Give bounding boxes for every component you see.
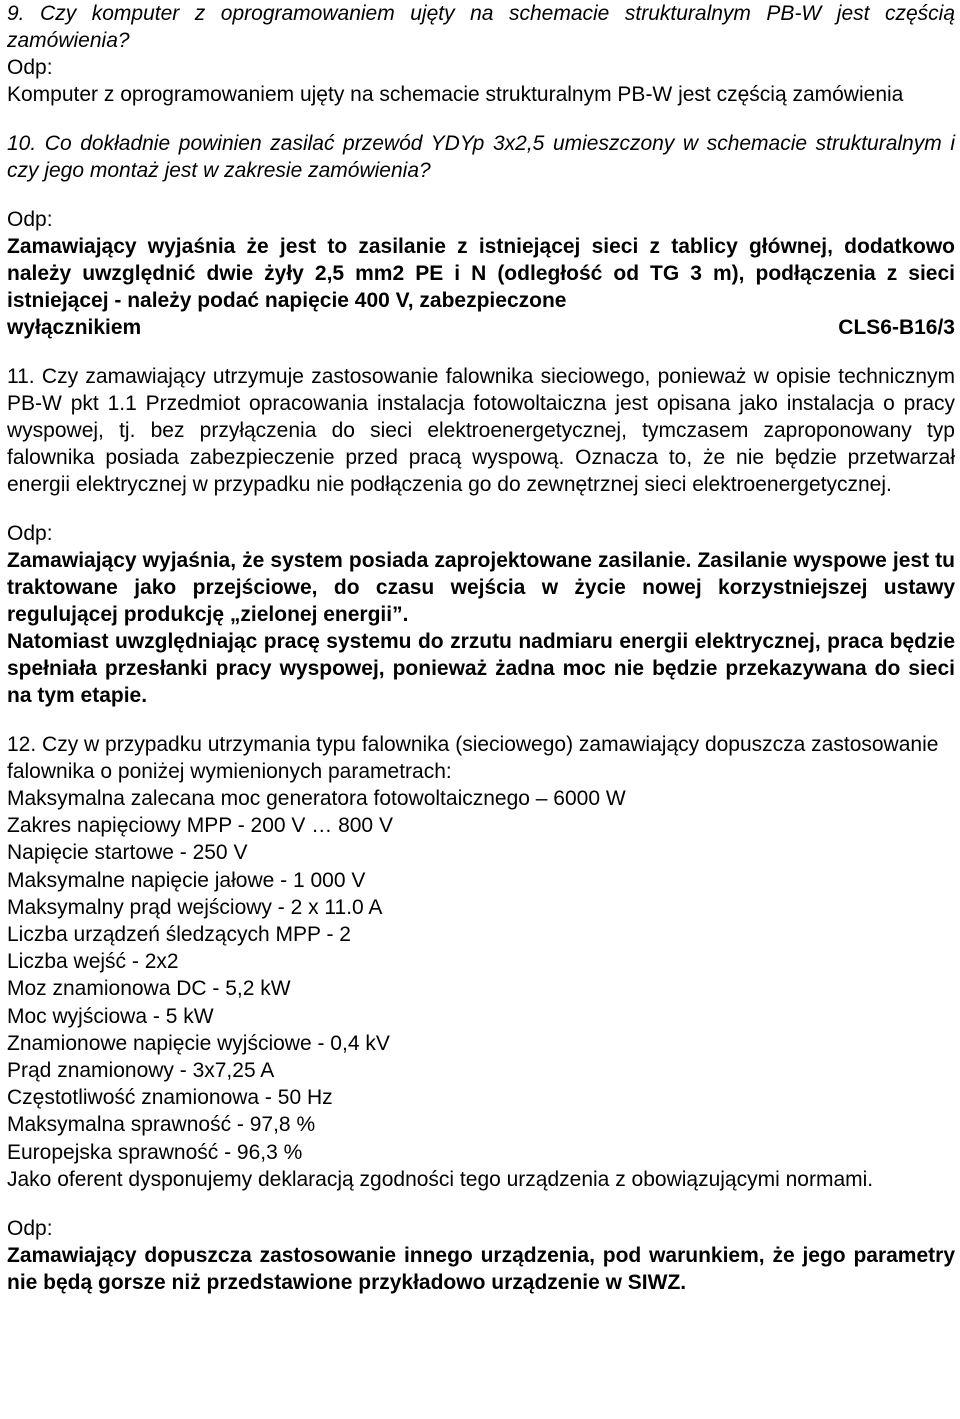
answer-11-label: Odp: bbox=[7, 522, 53, 545]
answer-11-paragraph-1: Zamawiający wyjaśnia, że system posiada zaprojektowane zasilanie. Zasilanie wyspowe jest tu traktowane jako przejściowe, do czasu wejścia w życie nowej korzystniejszej ustawy regulującej produkcję „zielonej energii”. bbox=[7, 549, 955, 626]
parameter-list bbox=[7, 785, 955, 1166]
parameter-item: Znamionowe napięcie wyjściowe - 0,4 kV bbox=[7, 1031, 390, 1055]
parameter-item: Częstotliwość znamionowa - 50 Hz bbox=[7, 1086, 333, 1110]
document-page bbox=[7, 0, 955, 1296]
answer-9: Komputer z oprogramowaniem ujęty na schemacie strukturalnym PB-W jest częścią zamówienia bbox=[7, 83, 904, 106]
question-12: 12. Czy w przypadku utrzymania typu falownika (sieciowego) zamawiający dopuszcza zastosowanie falownika o poniżej wymienionych parametrach: bbox=[7, 733, 939, 783]
answer-9-label: Odp: bbox=[7, 56, 53, 79]
answer-10-label: Odp: bbox=[7, 208, 53, 231]
answer-10: Zamawiający wyjaśnia że jest to zasilanie z istniejącej sieci z tablicy głównej, dodatkowo należy uwzględnić dwie żyły 2,5 mm2 PE i N (odległość od TG 3 m), podłączenia z sieci istniejącej - należy podać napięcie 400 V, zabezpieczone bbox=[7, 235, 955, 312]
parameter-item: Liczba urządzeń śledzących MPP - 2 bbox=[7, 923, 351, 947]
declaration: Jako oferent dysponujemy deklaracją zgodności tego urządzenia z obowiązującymi normami. bbox=[7, 1167, 874, 1191]
answer-11-paragraph-2: Natomiast uwzględniając pracę systemu do zrzutu nadmiaru energii elektrycznej, praca będzie spełniała przesłanki pracy wyspowej, ponieważ żadna moc nie będzie przekazywana do sieci na tym etapie. bbox=[7, 630, 955, 707]
parameter-item: Moz znamionowa DC - 5,2 kW bbox=[7, 977, 291, 1001]
question-11: 11. Czy zamawiający utrzymuje zastosowanie falownika sieciowego, ponieważ w opisie technicznym PB-W pkt 1.1 Przedmiot opracowania instalacja fotowoltaiczna jest opisana jako instalacja o pracy wyspowej, tj. bez przyłączenia do sieci elektroenergetycznej, tymczasem zaproponowany typ falownika posiada zabezpieczenie przed pracą wyspową. Oznacza to, że nie będzie przetwarzał energii elektrycznej w przypadku nie podłączenia go do zewnętrznej sieci elektroenergetycznej. bbox=[7, 365, 955, 496]
parameter-item: Maksymalny prąd wejściowy - 2 x 11.0 A bbox=[7, 895, 383, 919]
answer-10-last-right: CLS6-B16/3 bbox=[838, 316, 955, 339]
answer-10-last-left: wyłącznikiem bbox=[7, 316, 142, 339]
parameter-item: Maksymalna sprawność - 97,8 % bbox=[7, 1113, 316, 1137]
question-10: 10. Co dokładnie powinien zasilać przewód YDYp 3x2,5 umieszczony w schemacie strukturalnym i czy jego montaż jest w zakresie zamówienia? bbox=[7, 132, 955, 182]
parameter-item: Liczba wejść - 2x2 bbox=[7, 950, 179, 974]
parameter-item: Moc wyjściowa - 5 kW bbox=[7, 1004, 214, 1028]
question-9: 9. Czy komputer z oprogramowaniem ujęty na schemacie strukturalnym PB-W jest częścią zamówienia? bbox=[7, 2, 955, 52]
parameter-item: Maksymalne napięcie jałowe - 1 000 V bbox=[7, 868, 366, 892]
answer-10-last-line bbox=[7, 314, 955, 341]
answer-12-label: Odp: bbox=[7, 1216, 53, 1240]
parameter-item: Europejska sprawność - 96,3 % bbox=[7, 1140, 303, 1164]
parameter-item: Prąd znamionowy - 3x7,25 A bbox=[7, 1059, 275, 1083]
parameter-item: Napięcie startowe - 250 V bbox=[7, 841, 248, 865]
parameter-item: Maksymalna zalecana moc generatora fotowoltaicznego – 6000 W bbox=[7, 787, 626, 810]
answer-12: Zamawiający dopuszcza zastosowanie innego urządzenia, pod warunkiem, że jego parametry nie będą gorsze niż przedstawione przykładowo urządzenie w SIWZ. bbox=[7, 1243, 955, 1294]
parameter-item: Zakres napięciowy MPP - 200 V … 800 V bbox=[7, 814, 393, 838]
